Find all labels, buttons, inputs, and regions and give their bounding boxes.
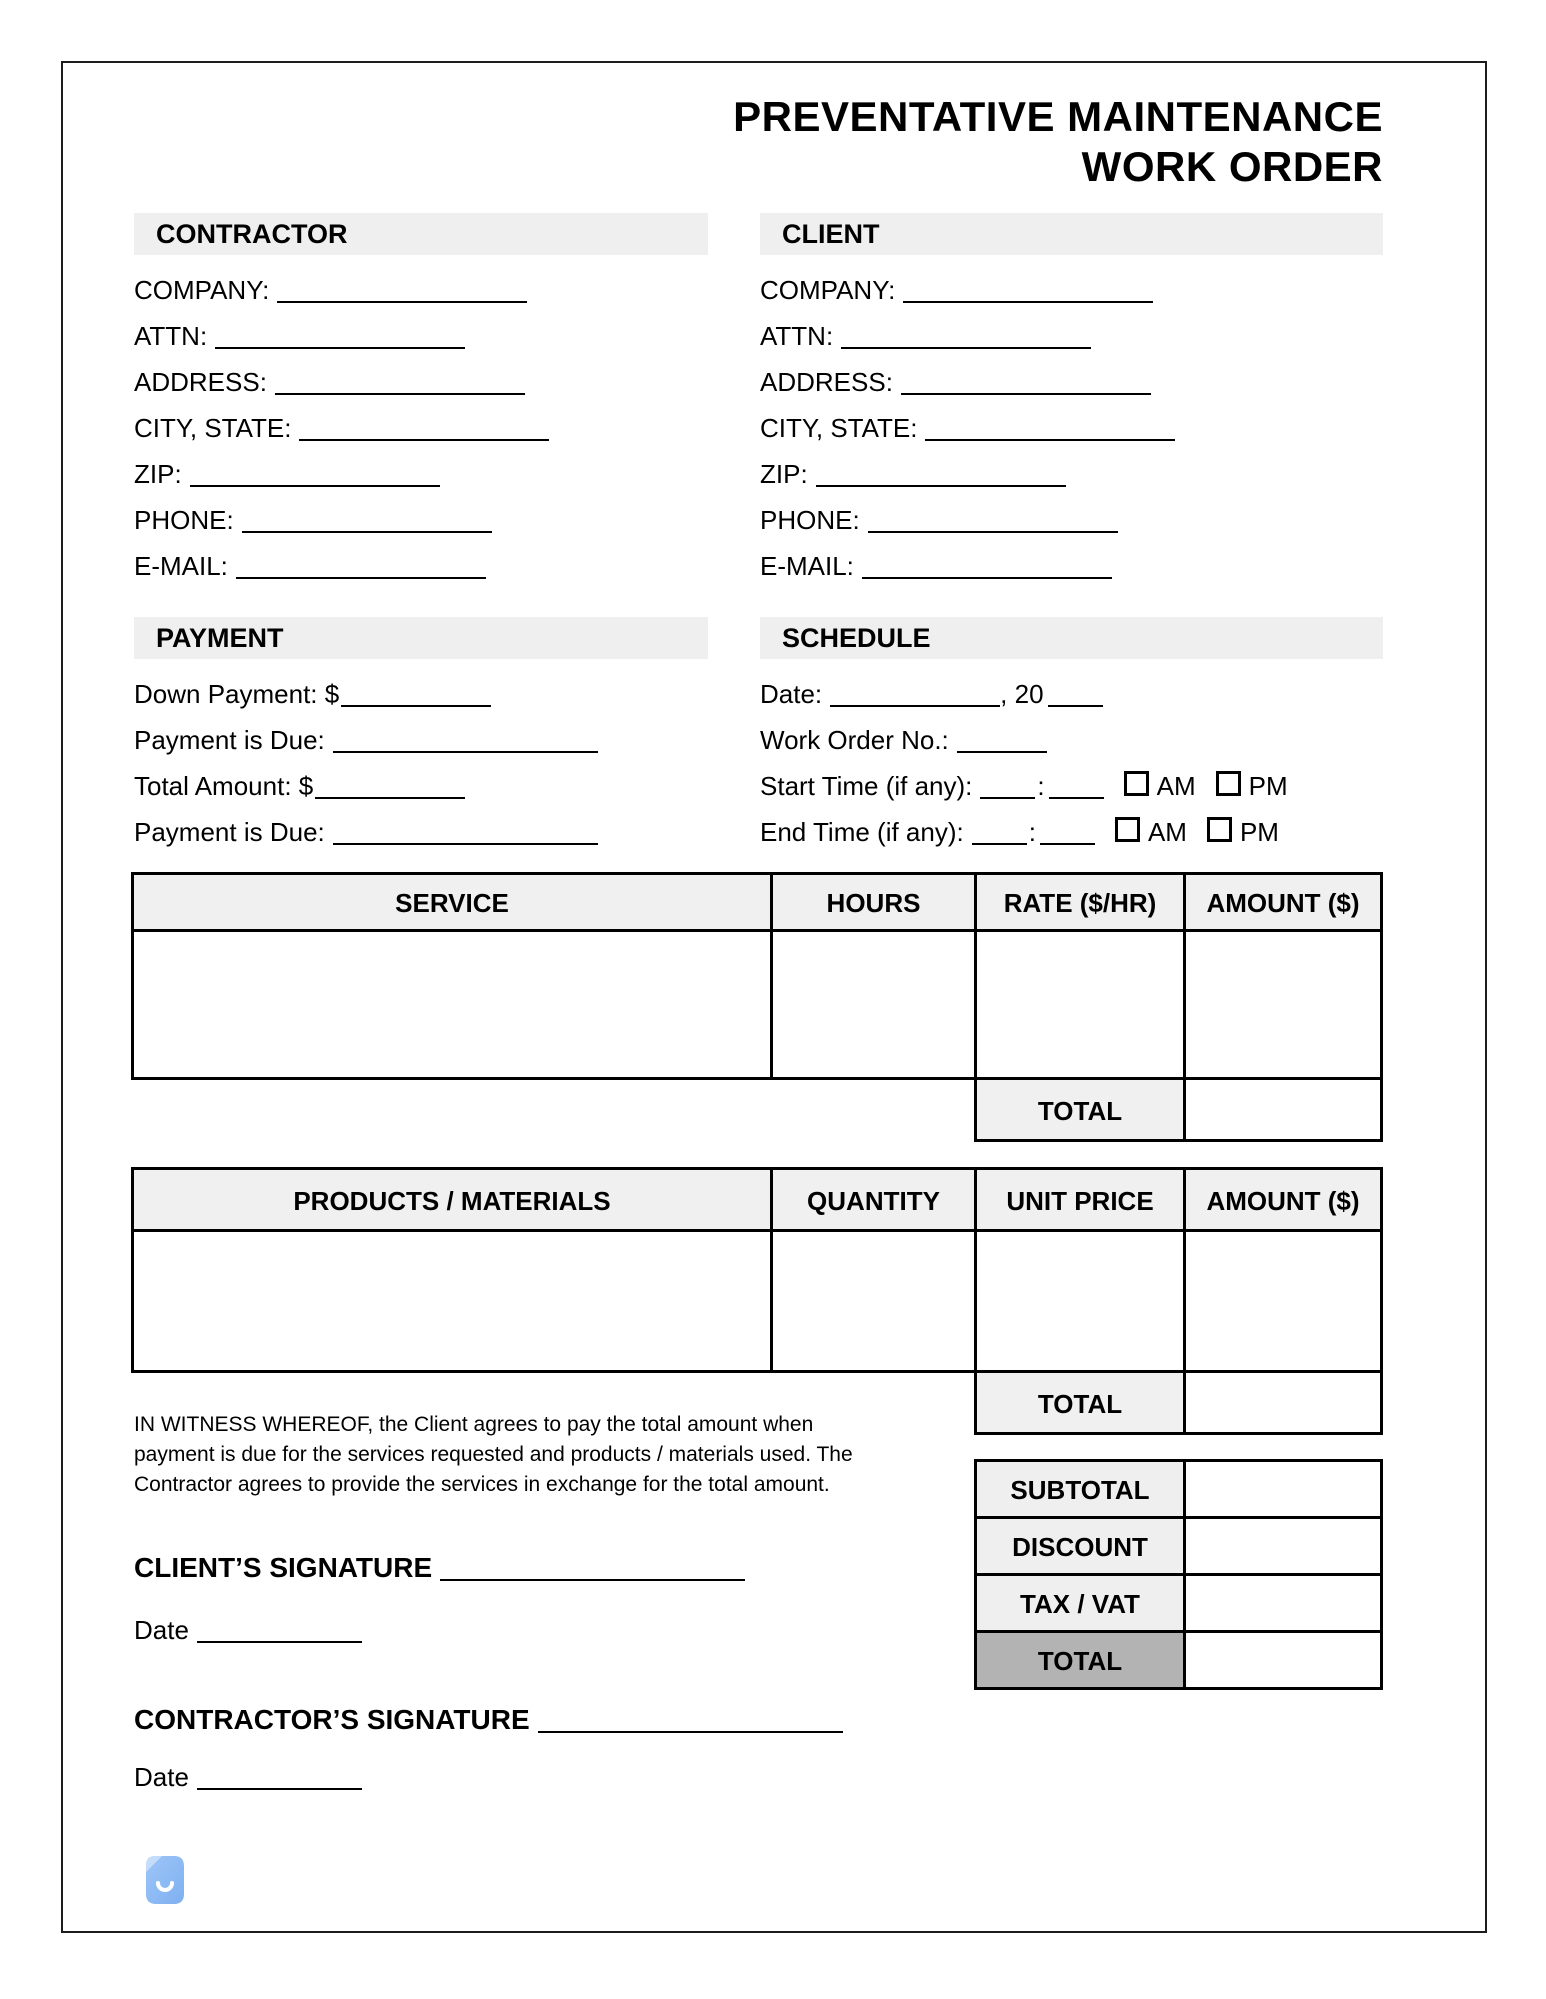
- total-amount-label: Total Amount: $: [134, 771, 314, 801]
- tax-vat-label: TAX / VAT: [974, 1573, 1186, 1633]
- contractor-phone-row: [134, 497, 708, 543]
- contractor-address-label: ADDRESS:: [134, 367, 267, 397]
- client-phone-row: [760, 497, 1383, 543]
- schedule-date-label: Date:: [760, 679, 823, 709]
- service-description-cell[interactable]: [131, 929, 773, 1080]
- start-time-row: [760, 763, 1383, 809]
- products-table: [134, 1170, 1383, 1435]
- products-table-header-products: PRODUCTS / MATERIALS: [131, 1167, 773, 1232]
- contractor-city-state-row: [134, 405, 708, 451]
- contractor-section: [134, 213, 708, 589]
- contractor-email-label: E-MAIL:: [134, 551, 228, 581]
- page-title-line2: WORK ORDER: [1081, 143, 1383, 190]
- witness-clause-line2: payment is due for the services requested and products / materials used. The: [134, 1443, 853, 1466]
- down-payment-row: [134, 671, 708, 717]
- payment-due-blank-2[interactable]: [333, 809, 598, 845]
- contractor-zip-blank[interactable]: [190, 451, 440, 487]
- contractor-email-row: [134, 543, 708, 589]
- client-signature-label: CLIENT’S SIGNATURE: [134, 1552, 433, 1583]
- end-am-checkbox[interactable]: [1115, 817, 1140, 842]
- subtotal-value-cell[interactable]: [1183, 1459, 1383, 1519]
- client-email-label: E-MAIL:: [760, 551, 854, 581]
- payment-due-blank-1[interactable]: [333, 717, 598, 753]
- summary-table: [977, 1462, 1383, 1690]
- service-rate-cell[interactable]: [974, 929, 1186, 1080]
- client-city-state-row: [760, 405, 1383, 451]
- client-address-label: ADDRESS:: [760, 367, 893, 397]
- work-order-no-blank[interactable]: [957, 717, 1047, 753]
- products-table-header-amount: AMOUNT ($): [1183, 1167, 1383, 1232]
- end-pm-label: PM: [1239, 817, 1279, 847]
- start-time-separator: :: [1037, 771, 1045, 801]
- client-zip-label: ZIP:: [760, 459, 808, 489]
- work-order-no-row: [760, 717, 1383, 763]
- products-table-header-quantity: QUANTITY: [770, 1167, 977, 1232]
- contractor-city-state-label: CITY, STATE:: [134, 413, 292, 443]
- tax-vat-value-cell[interactable]: [1183, 1573, 1383, 1633]
- products-description-cell[interactable]: [131, 1229, 773, 1373]
- payment-section: [134, 617, 708, 855]
- contractor-phone-label: PHONE:: [134, 505, 234, 535]
- payment-due-label-1: Payment is Due:: [134, 725, 325, 755]
- schedule-date-year-blank[interactable]: [1048, 671, 1103, 707]
- client-email-blank[interactable]: [862, 543, 1112, 579]
- client-city-state-label: CITY, STATE:: [760, 413, 918, 443]
- discount-label: DISCOUNT: [974, 1516, 1186, 1576]
- client-city-state-blank[interactable]: [925, 405, 1175, 441]
- client-company-label: COMPANY:: [760, 275, 896, 305]
- end-time-label: End Time (if any):: [760, 817, 964, 847]
- service-table-header-amount: AMOUNT ($): [1183, 872, 1383, 932]
- client-company-row: [760, 267, 1383, 313]
- contractor-company-blank[interactable]: [277, 267, 527, 303]
- client-attn-blank[interactable]: [841, 313, 1091, 349]
- contractor-attn-blank[interactable]: [215, 313, 465, 349]
- schedule-date-blank[interactable]: [830, 671, 1000, 707]
- client-zip-row: [760, 451, 1383, 497]
- page-title: [733, 92, 1383, 192]
- service-total-spacer: [134, 1080, 773, 1142]
- end-time-row: [760, 809, 1383, 855]
- down-payment-label: Down Payment: $: [134, 679, 340, 709]
- client-phone-blank[interactable]: [868, 497, 1118, 533]
- contractor-company-label: COMPANY:: [134, 275, 270, 305]
- end-time-separator: :: [1028, 817, 1036, 847]
- start-am-checkbox[interactable]: [1124, 771, 1149, 796]
- subtotal-label: SUBTOTAL: [974, 1459, 1186, 1519]
- contractor-date-label: Date: [134, 1762, 189, 1792]
- contractor-address-row: [134, 359, 708, 405]
- client-date-row: [134, 1607, 362, 1653]
- schedule-date-row: [760, 671, 1383, 717]
- products-total-value-cell[interactable]: [1183, 1370, 1383, 1435]
- end-time-hour-blank[interactable]: [972, 809, 1027, 845]
- service-amount-cell[interactable]: [1183, 929, 1383, 1080]
- client-address-row: [760, 359, 1383, 405]
- products-total-label: TOTAL: [974, 1370, 1186, 1435]
- work-order-no-label: Work Order No.:: [760, 725, 949, 755]
- client-section: [760, 213, 1383, 589]
- client-address-blank[interactable]: [901, 359, 1151, 395]
- client-date-blank[interactable]: [197, 1607, 362, 1643]
- end-pm-checkbox[interactable]: [1207, 817, 1232, 842]
- client-attn-label: ATTN:: [760, 321, 834, 351]
- contractor-attn-row: [134, 313, 708, 359]
- client-attn-row: [760, 313, 1383, 359]
- products-table-header-unit-price: UNIT PRICE: [974, 1167, 1186, 1232]
- contractor-signature-row: [134, 1697, 843, 1743]
- grand-total-label: TOTAL: [974, 1630, 1186, 1690]
- total-amount-row: [134, 763, 708, 809]
- client-signature-row: [134, 1545, 745, 1591]
- contractor-signature-label: CONTRACTOR’S SIGNATURE: [134, 1704, 530, 1735]
- client-signature-blank[interactable]: [440, 1545, 745, 1581]
- schedule-section-header: SCHEDULE: [760, 617, 1383, 659]
- witness-clause-line3: Contractor agrees to provide the services in exchange for the total amount.: [134, 1473, 830, 1496]
- service-total-value-cell[interactable]: [1183, 1077, 1383, 1142]
- service-total-spacer: [773, 1080, 977, 1142]
- start-pm-label: PM: [1248, 771, 1288, 801]
- payment-due-row-2: [134, 809, 708, 855]
- contractor-city-state-blank[interactable]: [299, 405, 549, 441]
- start-time-label: Start Time (if any):: [760, 771, 973, 801]
- end-am-label: AM: [1147, 817, 1187, 847]
- client-email-row: [760, 543, 1383, 589]
- contractor-attn-label: ATTN:: [134, 321, 208, 351]
- discount-value-cell[interactable]: [1183, 1516, 1383, 1576]
- start-time-minute-blank[interactable]: [1049, 763, 1104, 799]
- end-time-minute-blank[interactable]: [1040, 809, 1095, 845]
- contractor-date-blank[interactable]: [197, 1754, 362, 1790]
- start-time-hour-blank[interactable]: [980, 763, 1035, 799]
- service-hours-cell[interactable]: [770, 929, 977, 1080]
- contractor-zip-label: ZIP:: [134, 459, 182, 489]
- products-amount-cell[interactable]: [1183, 1229, 1383, 1373]
- contractor-signature-blank[interactable]: [538, 1697, 843, 1733]
- contractor-section-header: CONTRACTOR: [134, 213, 708, 255]
- start-pm-checkbox[interactable]: [1216, 771, 1241, 796]
- service-table-header-service: SERVICE: [131, 872, 773, 932]
- payment-due-label-2: Payment is Due:: [134, 817, 325, 847]
- contractor-phone-blank[interactable]: [242, 497, 492, 533]
- client-section-header: CLIENT: [760, 213, 1383, 255]
- start-am-label: AM: [1156, 771, 1196, 801]
- contractor-date-row: [134, 1754, 362, 1800]
- contractor-address-blank[interactable]: [275, 359, 525, 395]
- products-quantity-cell[interactable]: [770, 1229, 977, 1373]
- total-amount-blank[interactable]: [315, 763, 465, 799]
- service-table: [134, 875, 1383, 1142]
- contractor-company-row: [134, 267, 708, 313]
- witness-clause-line1: IN WITNESS WHEREOF, the Client agrees to pay the total amount when: [134, 1413, 814, 1436]
- products-unit-price-cell[interactable]: [974, 1229, 1186, 1373]
- document-logo-icon: [146, 1856, 184, 1904]
- grand-total-value-cell[interactable]: [1183, 1630, 1383, 1690]
- client-phone-label: PHONE:: [760, 505, 860, 535]
- schedule-section: [760, 617, 1383, 855]
- down-payment-blank[interactable]: [341, 671, 491, 707]
- page-title-line1: PREVENTATIVE MAINTENANCE: [733, 93, 1383, 140]
- witness-clause: [134, 1410, 934, 1500]
- schedule-date-year-prefix: , 20: [1000, 679, 1044, 709]
- payment-section-header: PAYMENT: [134, 617, 708, 659]
- client-zip-blank[interactable]: [816, 451, 1066, 487]
- payment-due-row-1: [134, 717, 708, 763]
- contractor-email-blank[interactable]: [236, 543, 486, 579]
- client-date-label: Date: [134, 1615, 189, 1645]
- service-table-header-rate: RATE ($/HR): [974, 872, 1186, 932]
- contractor-zip-row: [134, 451, 708, 497]
- service-table-header-hours: HOURS: [770, 872, 977, 932]
- service-total-label: TOTAL: [974, 1077, 1186, 1142]
- client-company-blank[interactable]: [903, 267, 1153, 303]
